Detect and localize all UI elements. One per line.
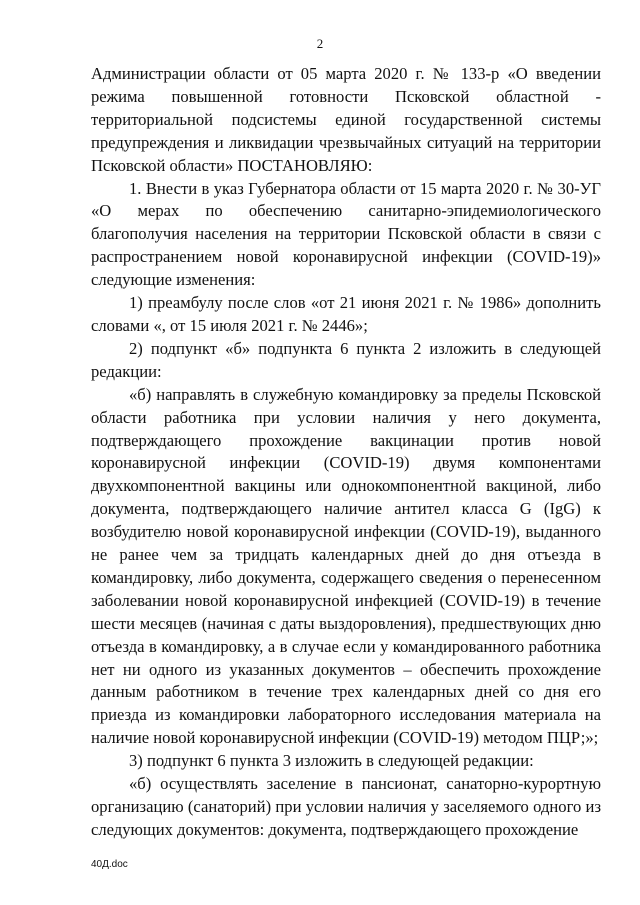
paragraph-subitem-3: 3) подпункт 6 пункта 3 изложить в следующей редакции: [129, 751, 534, 771]
document-body [91, 63, 601, 842]
paragraph-subitem-2: 2) подпункт «б» подпункта 6 пункта 2 изложить в следующей редакции: [91, 338, 601, 381]
paragraph-quote-b-business-trip: «б) направлять в служебную командировку за пределы Псковской области работника при условии наличия у него документа, подтверждающего прохождение вакцинации против новой коронавирусной инфекции (COVID-19) двумя компонентами двухкомпонентной вакцины или однокомпонентной вакциной, либо документа, подтверждающего наличие антител класса G (IgG) к возбудителю новой коронавирусной инфекции (COVID-19), выданного не ранее чем за тридцать календарных дней до дня отъезда в командировку, либо документа, содержащего сведения о перенесенном заболевании новой коронавирусной инфекцией (COVID-19) в течение шести месяцев (начиная с даты выздоровления), предшествующих дню отъезда в командировку, а в случае если у командированного работника нет ни одного из указанных документов – обеспечить прохождение данным работником в течение трех календарных дней со дня его приезда из командировки лабораторного исследования материала на наличие новой коронавирусной инфекции (COVID-19) методом ПЦР;»; [91, 384, 601, 748]
page-number: 2 [316, 36, 324, 51]
paragraph-quote-b-sanatorium: «б) осуществлять заселение в пансионат, санаторно-курортную организацию (санаторий) при условии наличия у заселяемого одного из следующих документов: документа, подтверждающего прохождение [91, 774, 601, 839]
paragraph-preamble: Администрации области от 05 марта 2020 г. № 133-р «О введении режима повышенной готовности Псковской областной - территориальной подсистемы единой государственной системы предупреждения и ликвидации чрезвычайных ситуаций на территории Псковской области» ПОСТАНОВЛЯЮ: [91, 64, 601, 175]
paragraph-item-1: 1. Внести в указ Губернатора области от 15 марта 2020 г. № 30-УГ «О мерах по обеспечению санитарно-эпидемиологического благополучия населения на территории Псковской области в связи с распространением новой коронавирусной инфекции (COVID-19)» следующие изменения: [91, 178, 601, 290]
paragraph-subitem-1: 1) преамбулу после слов «от 21 июня 2021 г. № 1986» дополнить словами «, от 15 июля 2021 г. № 2446»; [91, 293, 601, 335]
footer-filename: 40Д.doc [91, 859, 128, 870]
